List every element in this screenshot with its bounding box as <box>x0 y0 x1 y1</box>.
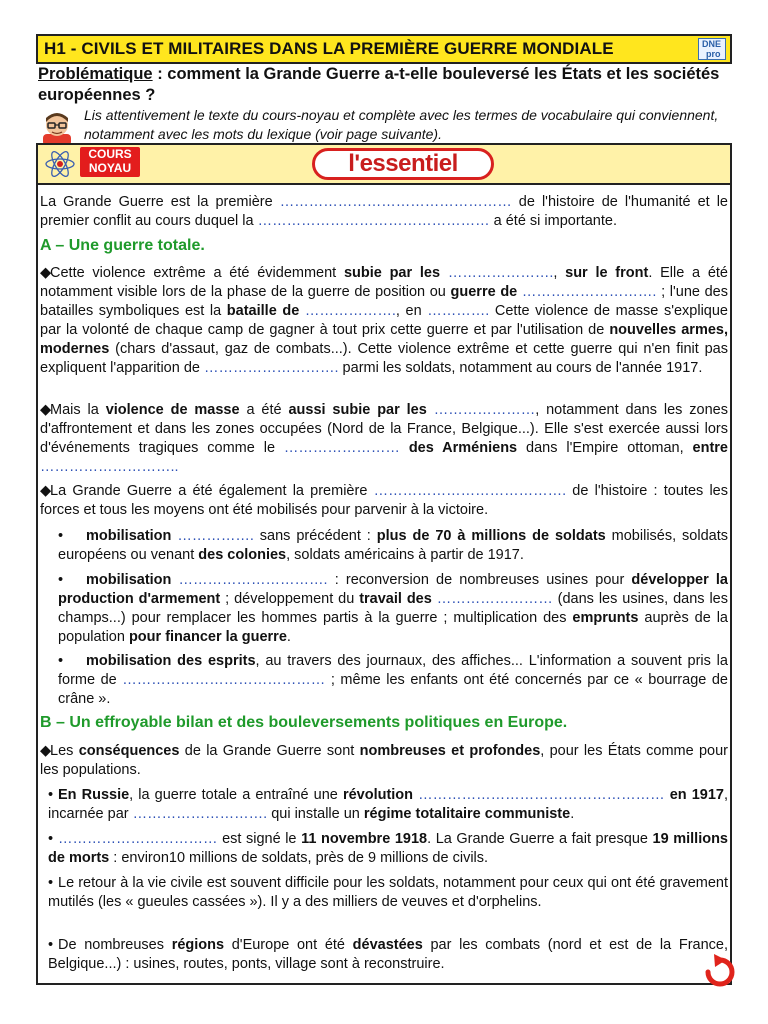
bold-term: entre <box>692 440 728 456</box>
text-span: ; même les enfants ont été concernés par ce « bourrage de crâne ». <box>58 672 729 707</box>
instruction: Lis attentivement le texte du cours-noyau et complète avec les termes de vocabulaire qui conviennent, notamment avec les mots du lexique (voir page suivante). <box>84 107 719 142</box>
bold-term: mobilisation des esprits <box>86 653 256 669</box>
dot-bullet-icon: • <box>48 875 54 891</box>
bold-term: nouvelles armes, modernes <box>40 322 728 357</box>
diamond-bullet-icon: ◆ <box>40 402 52 418</box>
bold-term: sur le front <box>565 265 649 281</box>
mobilisation-item-2 <box>58 571 728 647</box>
title-bar <box>36 34 732 64</box>
fill-blank: …………………………………………… <box>413 787 665 803</box>
page-title: H1 - CIVILS ET MILITAIRES DANS LA PREMIÈRE GUERRE MONDIALE <box>44 39 614 58</box>
fill-blank: …………………………………… <box>122 672 326 688</box>
bold-term: plus de 70 à millions de soldats <box>376 528 606 544</box>
dot-bullet-icon: • <box>58 528 64 544</box>
bold-term: nombreuses et profondes <box>359 743 541 759</box>
section-a-paragraph-2 <box>40 401 728 477</box>
text-span: de la Grande Guerre sont <box>179 743 360 759</box>
fill-blank: ………………. <box>299 303 396 319</box>
cours-label-line1: COURS <box>88 147 132 161</box>
bold-term: régime totalitaire communiste <box>363 806 571 822</box>
text-span: sans précédent : <box>253 528 377 544</box>
dot-bullet-icon: • <box>48 787 54 803</box>
section-a-paragraph-1 <box>40 264 728 378</box>
logo-text-dne: DNE <box>702 39 722 49</box>
logo-text-pro: pro <box>706 49 721 59</box>
bold-term: 19 millions de morts <box>48 831 728 866</box>
bold-term: emprunts <box>572 610 639 626</box>
text-span: , pour les États comme pour les populations. <box>40 743 728 778</box>
text-span: . La Grande Guerre a fait presque <box>427 831 653 847</box>
text-span: Les <box>50 743 79 759</box>
fill-blank: …………………………………. <box>373 483 567 499</box>
bold-term: En Russie <box>58 787 130 803</box>
text-span: Mais la <box>50 402 106 418</box>
cours-noyau-banner <box>36 143 732 185</box>
fill-blank: …………………………… <box>58 831 218 847</box>
fill-blank: ………………………. <box>132 806 268 822</box>
text-span: , au travers des journaux, des affiches... L'information a souvent pris la forme de <box>58 653 728 688</box>
text-span: . Elle a été notamment visible lors de la phase de la guerre de position ou <box>40 265 728 300</box>
dne-pro-logo <box>698 38 726 60</box>
section-b-paragraph-3 <box>48 830 728 868</box>
fill-blank: ………………… <box>426 402 536 418</box>
fill-blank: ………………………. <box>204 360 339 376</box>
section-b-paragraph-4 <box>48 874 728 912</box>
fill-blank: ………………………………………… <box>279 194 512 210</box>
text-span: : reconversion de nombreuses usines pour <box>327 572 632 588</box>
dot-bullet-icon: • <box>48 831 54 847</box>
text-span: auprès de la population <box>58 610 729 645</box>
bold-term: guerre de <box>450 284 518 300</box>
text-span: . <box>286 629 291 645</box>
text-span: ; l'une des batailles symboliques est la <box>40 284 728 319</box>
section-b-heading: B – Un effroyable bilan et des bouleversements politiques en Europe. <box>40 714 568 731</box>
fill-blank: …………………………. <box>171 572 328 588</box>
bold-term: révolution <box>342 787 414 803</box>
text-span: a été si importante. <box>489 213 617 229</box>
essentiel-text: l'essentiel <box>348 150 458 177</box>
intro-paragraph <box>40 193 728 231</box>
text-span: ; développement du <box>220 591 360 607</box>
bold-term: mobilisation <box>86 528 172 544</box>
bold-term: développer la production d'armement <box>58 572 728 607</box>
dot-bullet-icon: • <box>58 572 64 588</box>
bold-term: dévastées <box>352 937 423 953</box>
fill-blank: ……………………….. <box>40 459 179 475</box>
section-a-heading: A – Une guerre totale. <box>40 237 205 254</box>
bold-term: bataille de <box>226 303 300 319</box>
text-span: De nombreuses <box>58 937 172 953</box>
mobilisation-item-1 <box>58 527 728 565</box>
text-span: par les combats (nord et est de la France, Belgique...) : usines, routes, ponts, village sont à reconstruire. <box>48 937 728 972</box>
diamond-bullet-icon: ◆ <box>40 743 52 759</box>
bold-term: travail des <box>359 591 432 607</box>
bold-term: des Arméniens <box>399 440 518 456</box>
dot-bullet-icon: • <box>58 653 64 669</box>
mobilisation-item-3 <box>58 652 728 709</box>
text-span: , <box>553 265 566 281</box>
bold-term: violence de masse <box>105 402 240 418</box>
text-span: , soldats américains à partir de 1917. <box>286 547 524 563</box>
fill-blank: ……………. <box>171 528 254 544</box>
text-span: (dans les usines, dans les champs...) pour remplacer les hommes partis à la guerre ; multiplication des <box>58 591 728 626</box>
bold-term: en 1917 <box>664 787 724 803</box>
text-span: , notamment dans les zones d'affrontement et dans les zones occupées (Nord de la France, Belgique...). Elle s'est exercée aussi lors d'événements tragiques comme le <box>40 402 728 456</box>
text-span: Le retour à la vie civile est souvent difficile pour les soldats, notamment pour ceux qui ont été gravement mutilés (les « gueules cassées »). Il y a des milliers de veuves et d'orphelins. <box>48 875 728 910</box>
diamond-bullet-icon: ◆ <box>40 265 52 281</box>
text-span: (chars d'assaut, gaz de combats...). Cette violence extrême et cette guerre qui n'en finit pas expliquent l'apparition de <box>40 341 728 376</box>
bold-term: conséquences <box>78 743 180 759</box>
text-span: parmi les soldats, notamment au cours de l'année 1917. <box>338 360 703 376</box>
cours-label-line2: NOYAU <box>88 161 132 175</box>
text-span: Cette violence de masse s'explique par la volonté de chaque camp de gagner à tout prix cette guerre et par l'utilisation de <box>40 303 728 338</box>
dot-bullet-icon: • <box>48 937 54 953</box>
text-span: qui installe un <box>267 806 364 822</box>
problematique <box>38 64 733 106</box>
text-span: , incarnée par <box>48 787 729 822</box>
bold-term: aussi subie par les <box>288 402 427 418</box>
text-span: : environ10 millions de soldats, près de 9 millions de civils. <box>109 850 489 866</box>
text-span: d'Europe ont été <box>224 937 353 953</box>
student-avatar-icon <box>38 108 76 146</box>
text-span: , en <box>395 303 428 319</box>
problematique-text: : comment la Grande Guerre a-t-elle bouleversé les États et les sociétés européennes ? <box>38 65 720 104</box>
fill-blank: …………. <box>427 303 490 319</box>
text-span: La Grande Guerre est la première <box>40 194 280 210</box>
text-span: La Grande Guerre a été également la première <box>50 483 374 499</box>
bold-term: régions <box>171 937 225 953</box>
fill-blank: …………………… <box>283 440 400 456</box>
cours-noyau-label <box>80 147 140 177</box>
fill-blank: ………………………. <box>517 284 657 300</box>
bold-term: subie par les <box>343 265 441 281</box>
text-span: est signé le <box>217 831 302 847</box>
fill-blank: ………………………………………… <box>257 213 490 229</box>
text-span: mobilisés, soldats européens ou venant <box>58 528 729 563</box>
essentiel-logo <box>312 148 494 180</box>
problematique-label: Problématique <box>38 65 153 83</box>
bold-term: des colonies <box>198 547 287 563</box>
bold-term: mobilisation <box>86 572 172 588</box>
text-span: de l'histoire : toutes les forces et tous les moyens ont été mobilisés pour parvenir à la victoire. <box>40 483 728 518</box>
bold-term: pour financer la guerre <box>128 629 287 645</box>
text-span: , la guerre totale a entraîné une <box>129 787 343 803</box>
section-b-paragraph-2 <box>48 786 728 824</box>
fill-blank: …………………. <box>440 265 554 281</box>
text-span: . <box>570 806 575 822</box>
diamond-bullet-icon: ◆ <box>40 483 52 499</box>
text-span: Cette violence extrême a été évidemment <box>50 265 344 281</box>
text-span: de l'histoire de l'humanité et le premier conflit au cours duquel la <box>40 194 728 229</box>
text-span: dans l'Empire ottoman, <box>517 440 693 456</box>
turn-page-arrow-icon[interactable] <box>700 950 740 990</box>
section-b-paragraph-1 <box>40 742 728 780</box>
section-a-paragraph-3 <box>40 482 728 520</box>
bold-term: 11 novembre 1918 <box>301 831 428 847</box>
fill-blank: …………………… <box>431 591 553 607</box>
section-b-paragraph-5 <box>48 936 728 974</box>
text-span: a été <box>239 402 289 418</box>
